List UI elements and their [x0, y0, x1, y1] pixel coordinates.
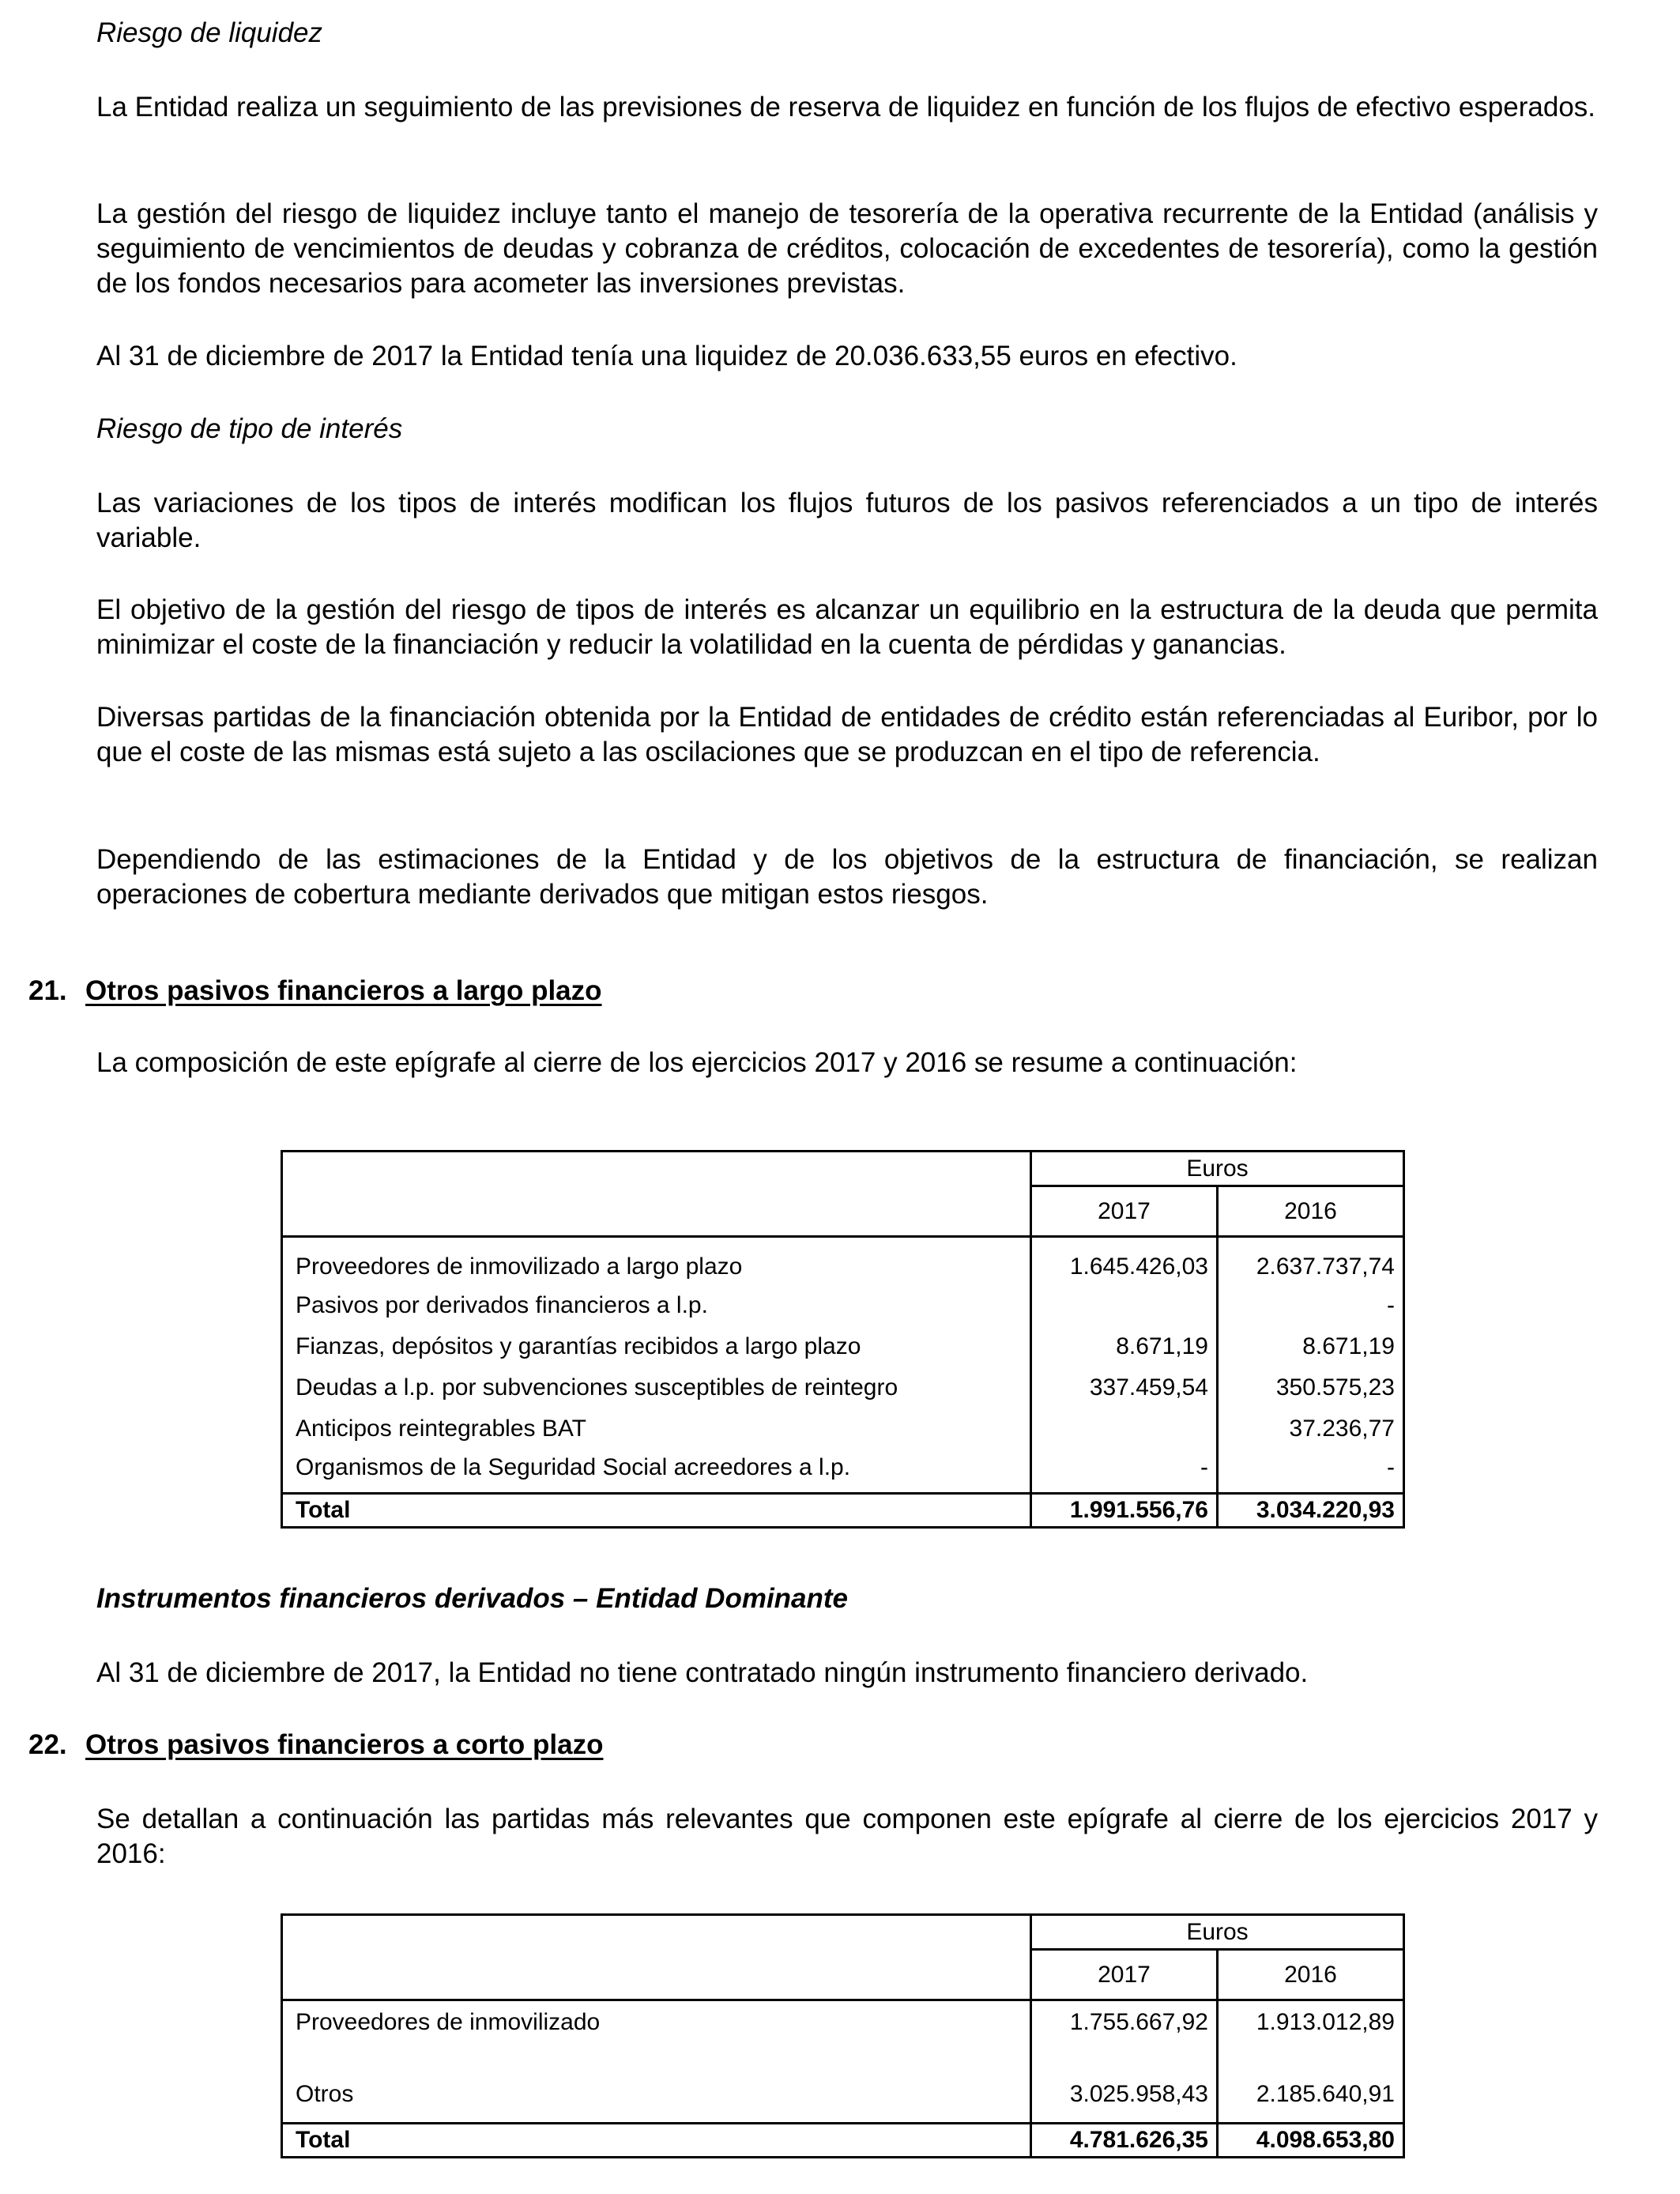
row-label: Otros — [282, 2045, 1031, 2124]
total-label: Total — [282, 2124, 1031, 2158]
liquidez-paragraph-1: La Entidad realiza un seguimiento de las previsiones de reserva de liquidez en función de los flujos de efectivo esperados. — [96, 92, 1596, 123]
liquidez-paragraph-2: La gestión del riesgo de liquidez incluye tanto el manejo de tesorería de la operativa recurrente de la Entidad (análisis y seguimiento de vencimientos de deudas y cobranza de créditos, colocación de excedentes de tesorería), como la gestión de los fondos necesarios para acometer las inversiones previstas. — [96, 198, 1598, 299]
row-value-2017 — [1031, 1285, 1218, 1326]
section-21-intro: La composición de este epígrafe al cierre de los ejercicios 2017 y 2016 se resume a continuación: — [96, 1047, 1298, 1078]
interes-paragraph-4: Dependiendo de las estimaciones de la Entidad y de los objetivos de la estructura de financiación, se realizan operaciones de cobertura mediante derivados que mitigan estos riesgos. — [96, 844, 1598, 910]
row-value-2016: 1.913.012,89 — [1218, 2000, 1404, 2045]
table-row — [282, 1449, 1404, 1494]
interes-title: Riesgo de tipo de interés — [96, 413, 403, 444]
total-value-2017: 1.991.556,76 — [1031, 1494, 1218, 1528]
liquidez-paragraph-3: Al 31 de diciembre de 2017 la Entidad tenía una liquidez de 20.036.633,55 euros en efectivo. — [96, 341, 1237, 371]
row-value-2016: 2.185.640,91 — [1218, 2045, 1404, 2124]
interes-paragraph-2: El objetivo de la gestión del riesgo de tipos de interés es alcanzar un equilibrio en la estructura de la deuda que permita minimizar el coste de la financiación y reducir la volatilidad en la cuenta de pérdidas y ganancias. — [96, 594, 1598, 660]
table-row — [282, 1408, 1404, 1449]
total-value-2016: 3.034.220,93 — [1218, 1494, 1404, 1528]
table-row — [282, 1326, 1404, 1367]
row-value-2016: - — [1218, 1285, 1404, 1326]
table-col-2017: 2017 — [1031, 1186, 1218, 1237]
table-col-2016: 2016 — [1218, 1950, 1404, 2000]
row-value-2017 — [1031, 1408, 1218, 1449]
row-value-2017: 3.025.958,43 — [1031, 2045, 1218, 2124]
section-22-heading — [28, 1728, 603, 1762]
liquidez-title: Riesgo de liquidez — [96, 17, 323, 48]
section-22-intro: Se detallan a continuación las partidas más relevantes que componen este epígrafe al cierre de los ejercicios 2017 y 2016: — [96, 1804, 1598, 1869]
row-label: Proveedores de inmovilizado — [282, 2000, 1031, 2045]
row-label: Deudas a l.p. por subvenciones susceptibles de reintegro — [282, 1367, 1031, 1408]
row-value-2017: 1.755.667,92 — [1031, 2000, 1218, 2045]
table-col-2017: 2017 — [1031, 1950, 1218, 2000]
table-total-row — [282, 1494, 1404, 1528]
table-unit-header: Euros — [1031, 1152, 1404, 1186]
interes-paragraph-3: Diversas partidas de la financiación obtenida por la Entidad de entidades de crédito están referenciadas al Euribor, por lo que el coste de las mismas está sujeto a las oscilaciones que se produzcan en el tipo de referencia. — [96, 702, 1598, 767]
interes-paragraph-1: Las variaciones de los tipos de interés modifican los flujos futuros de los pasivos referenciados a un tipo de interés variable. — [96, 488, 1598, 553]
table-row — [282, 2000, 1404, 2045]
total-value-2016: 4.098.653,80 — [1218, 2124, 1404, 2158]
row-value-2016: - — [1218, 1449, 1404, 1494]
row-value-2017: 8.671,19 — [1031, 1326, 1218, 1367]
derivados-text: Al 31 de diciembre de 2017, la Entidad no tiene contratado ningún instrumento financiero derivado. — [96, 1657, 1309, 1688]
section-22-title: Otros pasivos financieros a corto plazo — [85, 1729, 604, 1760]
section-21-heading — [28, 974, 602, 1008]
table-row — [282, 1237, 1404, 1285]
row-value-2017: - — [1031, 1449, 1218, 1494]
long-term-liabilities-table — [281, 1150, 1405, 1529]
table-unit-header: Euros — [1031, 1915, 1404, 1950]
row-value-2017: 337.459,54 — [1031, 1367, 1218, 1408]
derivados-title: Instrumentos financieros derivados – Entidad Dominante — [96, 1583, 849, 1614]
row-label: Organismos de la Seguridad Social acreedores a l.p. — [282, 1449, 1031, 1494]
row-value-2016: 37.236,77 — [1218, 1408, 1404, 1449]
total-label: Total — [282, 1494, 1031, 1528]
total-value-2017: 4.781.626,35 — [1031, 2124, 1218, 2158]
section-21-title: Otros pasivos financieros a largo plazo — [85, 975, 602, 1006]
row-value-2016: 2.637.737,74 — [1218, 1237, 1404, 1285]
short-term-liabilities-table — [281, 1913, 1405, 2158]
section-21-number: 21. — [28, 975, 67, 1006]
row-label: Pasivos por derivados financieros a l.p. — [282, 1285, 1031, 1326]
row-label: Proveedores de inmovilizado a largo plazo — [282, 1237, 1031, 1285]
row-value-2016: 8.671,19 — [1218, 1326, 1404, 1367]
row-value-2017: 1.645.426,03 — [1031, 1237, 1218, 1285]
table-col-2016: 2016 — [1218, 1186, 1404, 1237]
row-label: Anticipos reintegrables BAT — [282, 1408, 1031, 1449]
table-row — [282, 1285, 1404, 1326]
table-row — [282, 2045, 1404, 2124]
table-total-row — [282, 2124, 1404, 2158]
table-row — [282, 1367, 1404, 1408]
section-22-number: 22. — [28, 1729, 67, 1760]
row-value-2016: 350.575,23 — [1218, 1367, 1404, 1408]
row-label: Fianzas, depósitos y garantías recibidos a largo plazo — [282, 1326, 1031, 1367]
